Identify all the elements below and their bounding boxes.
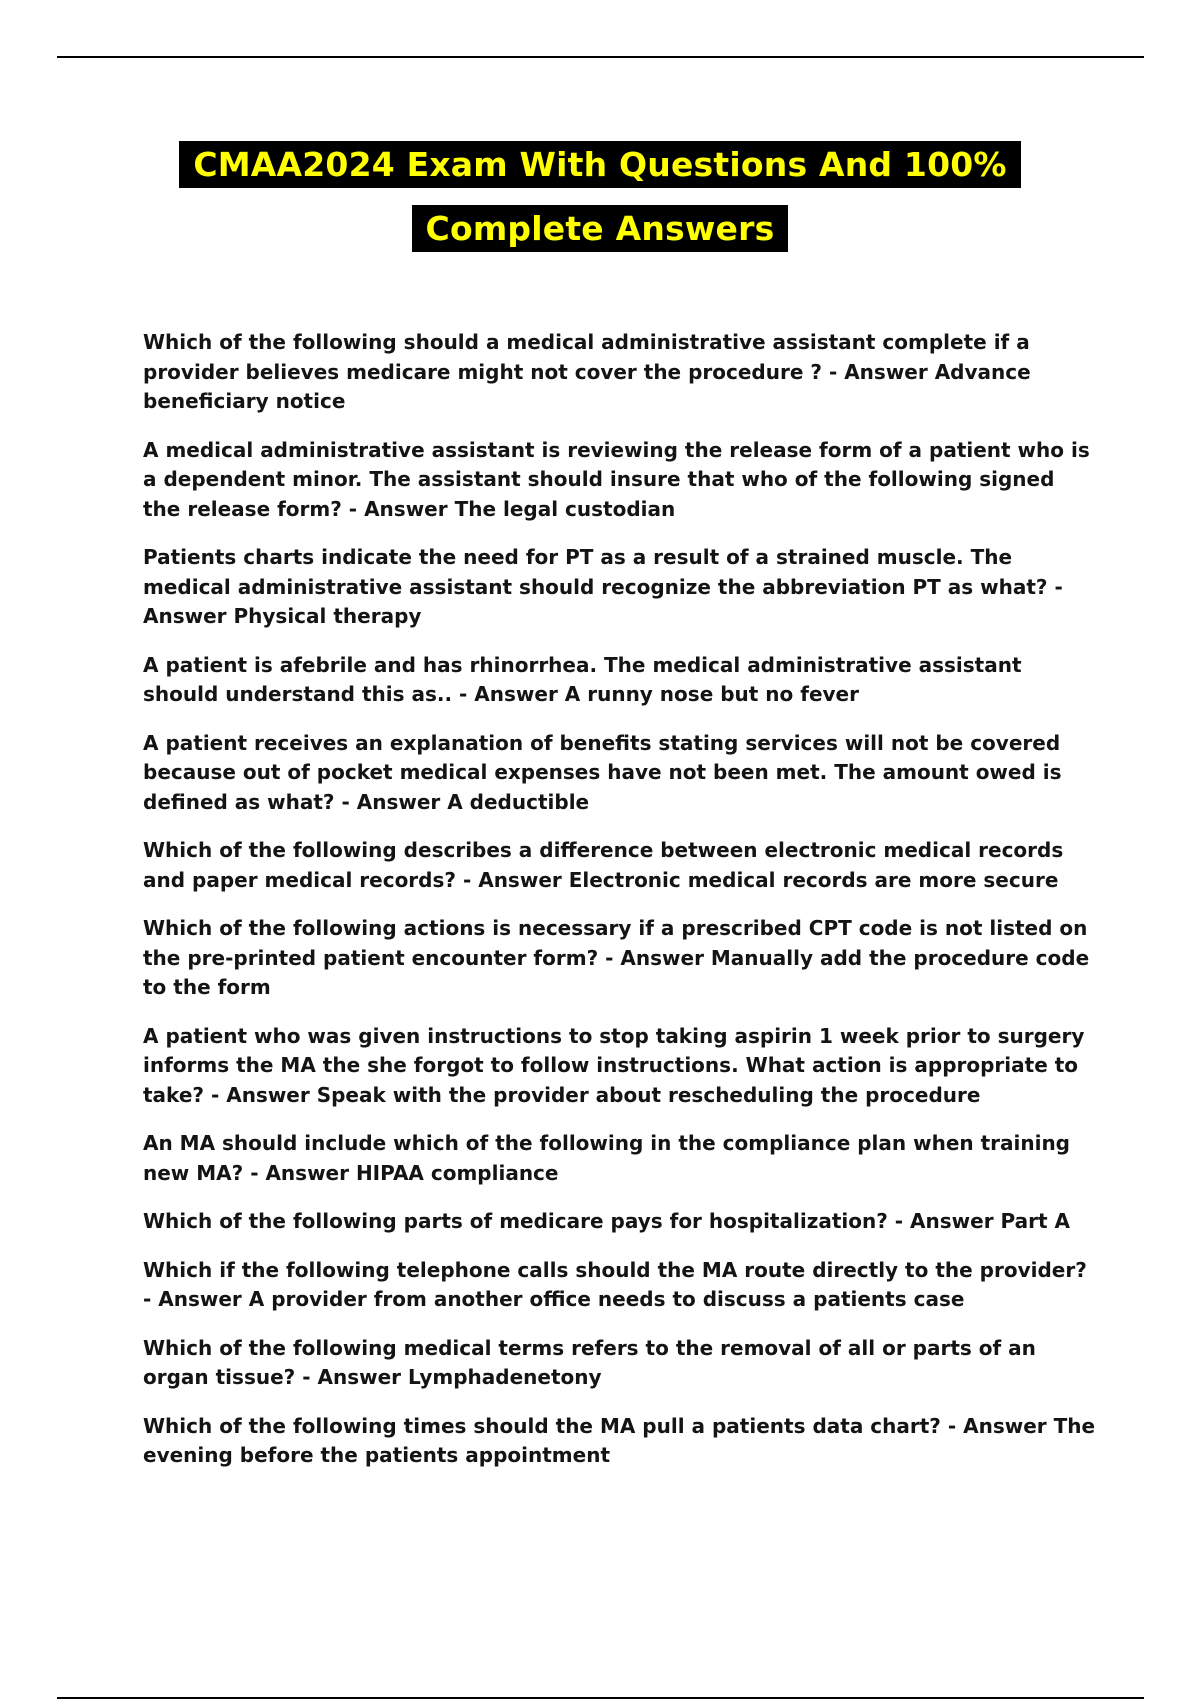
title-text-2: Complete Answers	[412, 205, 789, 252]
qa-item: Which of the following parts of medicare pays for hospitalization? - Answer Part A	[143, 1209, 1071, 1233]
question-answer-list	[143, 328, 1098, 1490]
qa-item: Which of the following actions is necessary if a prescribed CPT code is not listed on the pre-printed patient encounter form? - Answer Manually add the procedure code to the form	[143, 916, 1090, 999]
qa-item: Which of the following should a medical administrative assistant complete if a provider believes medicare might not cover the procedure ? - Answer Advance beneficiary notice	[143, 330, 1031, 413]
qa-item: A patient who was given instructions to stop taking aspirin 1 week prior to surgery informs the MA the she forgot to follow instructions. What action is appropriate to take? - Answer Speak with the provider about rescheduling the procedure	[143, 1023, 1085, 1107]
qa-item: Which if the following telephone calls should the MA route directly to the provider? - Answer A provider from another office needs to discuss a patients case	[143, 1257, 1087, 1311]
qa-item: Patients charts indicate the need for PT as a result of a strained muscle. The medical administrative assistant should recognize the abbreviation PT as what? - Answer Physical therapy	[143, 545, 1063, 628]
title-line-2	[0, 204, 1200, 260]
title-text-1: CMAA2024 Exam With Questions And 100%	[179, 141, 1020, 188]
qa-item: An MA should include which of the following in the compliance plan when training new MA? - Answer HIPAA compliance	[143, 1131, 1071, 1185]
qa-item: A patient is afebrile and has rhinorrhea. The medical administrative assistant should understand this as.. - Answer A runny nose but no fever	[143, 652, 1022, 706]
qa-item: Which of the following medical terms refers to the removal of all or parts of an organ tissue? - Answer Lymphadenetony	[143, 1335, 1036, 1389]
top-divider	[57, 56, 1144, 58]
document-title	[0, 140, 1200, 268]
qa-item: Which of the following describes a difference between electronic medical records and paper medical records? - Answer Electronic medical records are more secure	[143, 838, 1064, 892]
qa-item: A medical administrative assistant is reviewing the release form of a patient who is a dependent minor. The assistant should insure that who of the following signed the release form? - Answer The legal custodian	[143, 437, 1090, 521]
qa-item: A patient receives an explanation of benefits stating services will not be covered because out of pocket medical expenses have not been met. The amount owed is defined as what? - Answer A deductible	[143, 730, 1062, 814]
qa-item: Which of the following times should the MA pull a patients data chart? - Answer The evening before the patients appointment	[143, 1413, 1096, 1467]
bottom-divider	[57, 1697, 1144, 1699]
title-line-1	[0, 140, 1200, 196]
